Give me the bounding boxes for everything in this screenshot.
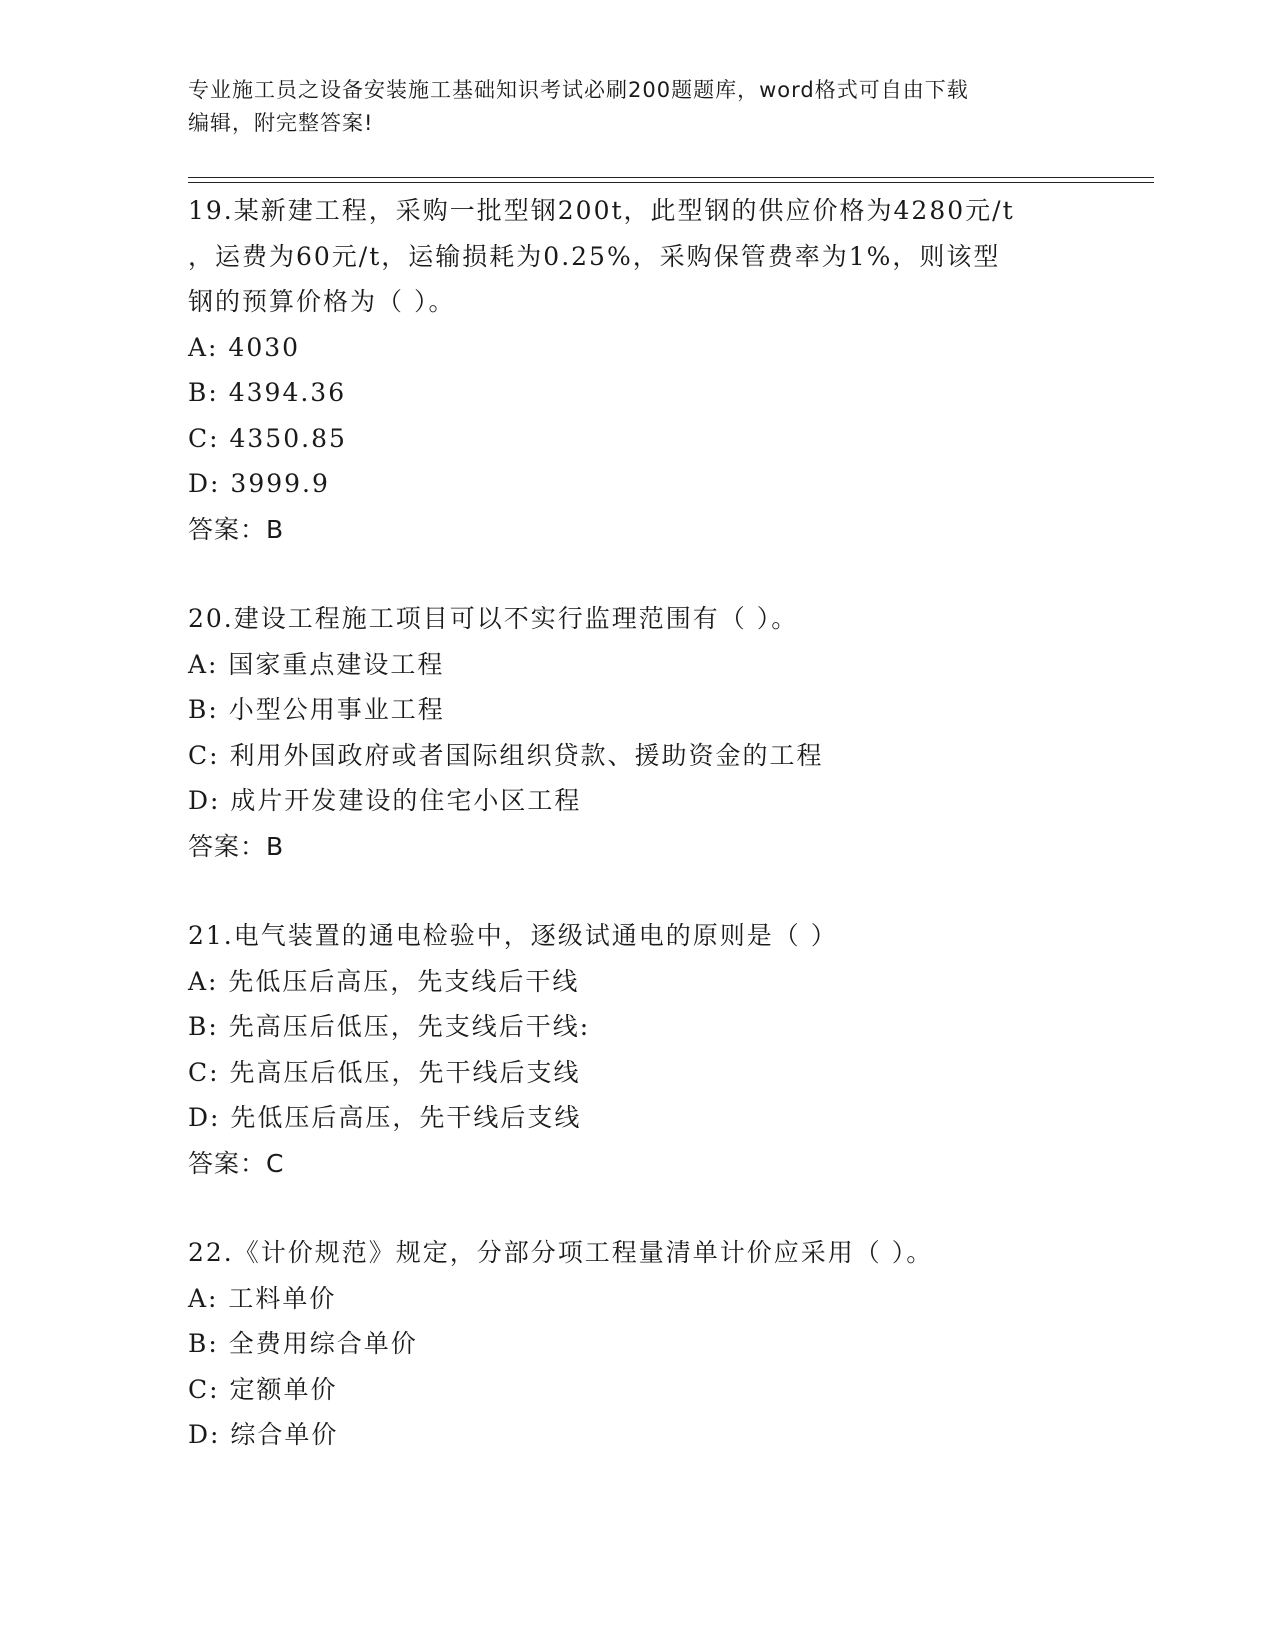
header-line-1: 专业施工员之设备安装施工基础知识考试必刷200题题库，word格式可自由下载 bbox=[188, 78, 969, 102]
header-divider-bottom bbox=[188, 182, 1154, 183]
option-c: C: 4350.85 bbox=[188, 423, 347, 453]
answer: 答案：C bbox=[188, 1148, 285, 1178]
question-stem-line: 22.《计价规范》规定，分部分项工程量清单计价应采用（ ）。 bbox=[188, 1238, 934, 1267]
option-d: D: 综合单价 bbox=[188, 1420, 339, 1449]
option-b: B: 4394.36 bbox=[188, 378, 347, 407]
header-line-2: 编辑，附完整答案! bbox=[188, 111, 374, 135]
option-c: C: 利用外国政府或者国际组织贷款、援助资金的工程 bbox=[188, 740, 824, 770]
document-header bbox=[188, 74, 1068, 140]
option-a: A: 先低压后高压，先支线后干线 bbox=[188, 966, 580, 996]
question-spacer bbox=[188, 552, 1088, 596]
question-stem-line: 21.电气装置的通电检验中，逐级试通电的原则是（ ） bbox=[188, 921, 838, 950]
question-stem-line: ，运费为60元/t，运输损耗为0.25%，采购保管费率为1%，则该型 bbox=[188, 241, 1001, 271]
question-list bbox=[188, 188, 1088, 1458]
option-a: A: 工料单价 bbox=[188, 1283, 337, 1313]
answer: 答案：B bbox=[188, 514, 285, 544]
question-stem-line: 钢的预算价格为（ ）。 bbox=[188, 287, 456, 316]
option-c: C: 先高压后低压，先干线后支线 bbox=[188, 1057, 581, 1087]
option-a: A: 国家重点建设工程 bbox=[188, 649, 445, 679]
question-22 bbox=[188, 1230, 1088, 1458]
option-b: B: 小型公用事业工程 bbox=[188, 695, 445, 724]
option-b: B: 先高压后低压，先支线后干线: bbox=[188, 1012, 591, 1041]
question-stem-line: 20.建设工程施工项目可以不实行监理范围有（ ）。 bbox=[188, 604, 799, 633]
header-divider-top bbox=[188, 177, 1154, 178]
question-21 bbox=[188, 913, 1088, 1186]
answer: 答案：B bbox=[188, 831, 285, 861]
question-20 bbox=[188, 596, 1088, 869]
option-a: A: 4030 bbox=[188, 332, 301, 362]
question-spacer bbox=[188, 1186, 1088, 1230]
option-d: D: 3999.9 bbox=[188, 469, 330, 498]
option-d: D: 先低压后高压，先干线后支线 bbox=[188, 1103, 582, 1132]
question-stem-line: 19.某新建工程，采购一批型钢200t，此型钢的供应价格为4280元/t bbox=[188, 196, 1015, 225]
option-d: D: 成片开发建设的住宅小区工程 bbox=[188, 786, 582, 815]
question-spacer bbox=[188, 869, 1088, 913]
question-19 bbox=[188, 188, 1088, 552]
option-b: B: 全费用综合单价 bbox=[188, 1329, 418, 1358]
option-c: C: 定额单价 bbox=[188, 1374, 338, 1404]
